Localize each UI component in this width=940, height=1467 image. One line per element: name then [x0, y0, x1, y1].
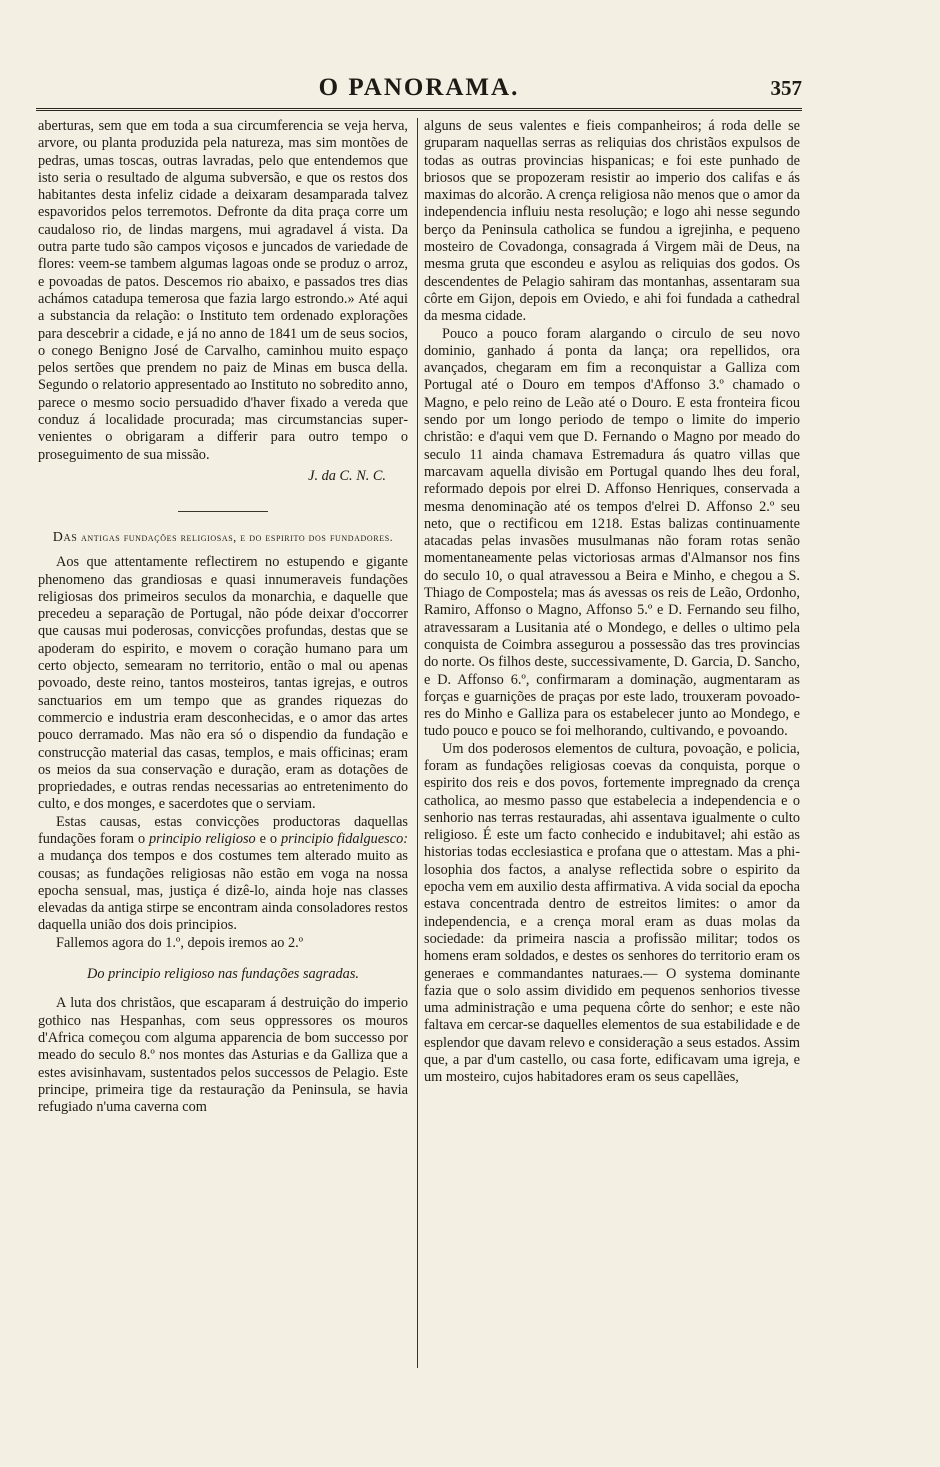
author-signature: J. da C. N. C. [308, 467, 386, 484]
paragraph: A luta dos christãos, que escaparam á destruição do imperio gothico nas Hespanhas, com seus oppressores os mouros d'Africa começou com alguma apparencia de bom successo por meado do seculo 8.º nos montes das Asturias e da Galliza que a estes avisinhavam, sustentados pelos successos de Pelagio. Este principe, primeira tige da restauração da Peninsula, se havia refugiado n'uma caverna com [38, 995, 408, 1116]
text-run: Estas causas, estas convicções productoras daquellas fundações foram o [38, 813, 408, 847]
paragraph: Pouco a pouco foram alargando o circulo de seu novo dominio, ganhado á ponta da lança; ora repellidos, ora avançados, chegaram em fim a reconquistar a Galliza com Portugal até o Douro em tempos d'Affonso 3.º chamado o Magno, e pelo reino de Leão até o Douro. E esta fronteira ficou sendo por um longo periodo de tempo o limite do imperio christão: e d'aqui vem que D. Fernando o Magno por meado do seculo 11 ainda chamava Estremadura ás quatro villas que marcavam aquella divisão em Portugal quando lhes deu foral, reformado depois por elrei D. Affonso Henriques, conservada a mesma denominação até os tempos d'elrei D. Affonso 2.º seu neto, que o rectificou em 1218. Estas balizas continuamente atacadas pelas invasões musulmanas não foram rotas senão momentaneamente pelas victoriosas armas d'Almansor nos fins do seculo 10, o qual atravessou a Beira e Minho, e chegou a S. Thiago de Compostela; mas ás avessas os reis de Leão, Ordonho, Ramiro, Affonso o Magno, Affonso 5.º e D. Fernando seu filho, atravessaram a Lusitania até o Mondego, e delles o ultimo pela conquista de Coimbra assegurou a possessão das tres provincias do norte. Os filhos deste, successivamente, D. Garcia, D. Sancho, e D. Affonso 6.º, confirmaram a dominação, augmentaram as forças e guarnições de praças por este lado, trouxeram povoadores do Minho e Galliza para os estabelecer junto ao Mondego, e tudo pouco e pouco se foi melhorando, cultivando, e povoando. [424, 325, 800, 740]
section-title-lead: Das [52, 530, 78, 546]
section-divider [178, 511, 268, 512]
journal-title: O PANORAMA. [318, 74, 520, 101]
paragraph [38, 814, 408, 935]
paragraph: aberturas, sem que em toda a sua circumferencia se veja herva, arvore, ou planta produzida pela natureza, mas sim montões de pedras, umas toscas, outras lavradas, pelo que entendemos que isto seria o resultado de alguma subversão, e que os restos dos habitantes desta infeliz cidade a deixaram desamparada talvez espavoridos pelos terremotos. Defronte da dita praça corre um caudaloso rio, de lindas margens, mui agradavel á vista. Da outra parte tudo são campos viçosos e juncados de variedade de flores: veem-se tambem algumas lagoas onde se produz o arroz, e povoadas de patos. Descemos rio abaixo, e passados tres dias achámos catadupa temerosa que fazia largo estrondo.» Até aqui a substancia da relação: o Instituto tem ordenado explorações para descebrir a cidade, e já no anno de 1841 um de seus socios, o conego Benigno José de Carvalho, caminhou muito espaço pelos sertões que prendem no paiz de Minas em busca della. Segundo o relatorio appresentado ao Instituto no sobredito anno, parece o mesmo socio persuadido d'haver fixado a vereda que conduz á localidade procurada; mas circumstancias supervenientes o obrigaram a differir para outro tempo o proseguimento de sua missão. [38, 118, 408, 463]
italic-term: principio religioso [149, 830, 256, 847]
paragraph: alguns de seus valentes e fieis companheiros; á roda delle se gruparam naquellas serras as reliquias dos christãos expulsos de todas as outras provincias hispanicas; e foi este punhado de briosos que se propozeram resistir ao imperio dos califas e ás maximas do alcorão. A crença religiosa não menos que o amor da independencia influiu nesta resolução; e logo ahi nesse segundo berço da Peninsula catholica se fundou a igrejinha, e pequeno mosteiro de Covadonga, consagrada á Virgem mãi de Deus, na mesma gruta que escondeu e asylou as reliquias dos godos. Os descendentes de Pelagio sahiram das montanhas, assentaram sua côrte em Gijon, depois em Oviedo, e ahi foi fundada a cathedral da mesma cidade. [424, 118, 800, 325]
text-run: a mudança dos tempos e dos costumes tem alterado muito as cousas; as fundações religiosas não estão em voga na nossa epocha sensual, mas, justiça é dizê-lo, ainda hoje nas classes elevadas da antiga stirpe se encontram ainda consoladores restos daquella união dos dois principios. [38, 848, 408, 934]
right-column [424, 118, 800, 1087]
paragraph: Fallemos agora do 1.º, depois iremos ao 2.º [56, 934, 304, 951]
left-column [38, 118, 408, 1116]
paragraph: Um dos poderosos elementos de cultura, povoação, e policia, foram as fundações religiosas coevas da conquista, porque o espirito dos reis e dos povos, fortemente impregnado da crença catholica, ao mesmo passo que estabelecia a independencia e o senhorio nas terras restauradas, ahi assentava igualmente o culto religioso. É este um facto conhecido e indubitavel; ahi estão as historias todas ecclesiastica e profana que o attestam. Mas a philosophia dos factos, a analyse reflectida sobre o espirito da epocha vem em auxilio desta affirmativa. A vida social da epocha estava concentrada dentro de estreitos limites: o amor da independencia, e a crença moral eram as duas molas da sociedade: da primeira nascia a profissão militar; todos os homens eram soldados, e destes os senhores do territorio eram os generaes e commandantes naturaes.— O systema dominante fazia que o solo assim dividido em pequenos senhorios tivesse uma administração e uma pequena côrte do senhor; e este não faltava em cercar-se daquelles elementos de sua estabilidade e de esplendor que davam relevo e consideração a seus estados. Assim que, a par d'um castello, ou casa forte, edificavam uma igreja, e um mosteiro, cujos habitadores eram os seus capellães, [424, 740, 800, 1086]
section-title-rest: antigas fundações religiosas, e do espirito dos fundadores. [80, 532, 394, 545]
column-divider [417, 118, 418, 1368]
subheading: Do principio religioso nas fundações sagradas. [87, 966, 359, 983]
text-run: e o [255, 830, 281, 847]
page-number: 357 [770, 76, 802, 100]
header-rule [36, 108, 802, 111]
paragraph: Aos que attentamente reflectirem no estupendo e gigante phenomeno das grandiosas e quasi innumeraveis fundações religiosas dos primeiros seculos da monarchia, e daquelle que precedeu a separação de Portugal, não póde deixar d'occorrer que causas mui poderosas, convicções profundas, destas que se apoderam do espirito, e movem o coração humano para um certo objecto, semearam no territorio, então o mal ou apenas povoado, deste reino, tantos mosteiros, tantas igrejas, e outros sanctuarios em um tempo que as grandes riquezas do commercio e industria eram desconhecidas, e o amor das artes pouco derramado. Mas não era só o dispendio da fundação e construcção material das casas, templos, e mais officinas; eram os meios da sua conservação e duração, eram as dotações de propriedades, e outras rendas necessarias ao entretenimento do culto, e dos monges, e sacerdotes que o serviam. [38, 554, 408, 813]
page-header [36, 72, 802, 106]
section-title [38, 530, 408, 546]
italic-term: principio fidalguesco: [280, 830, 408, 847]
